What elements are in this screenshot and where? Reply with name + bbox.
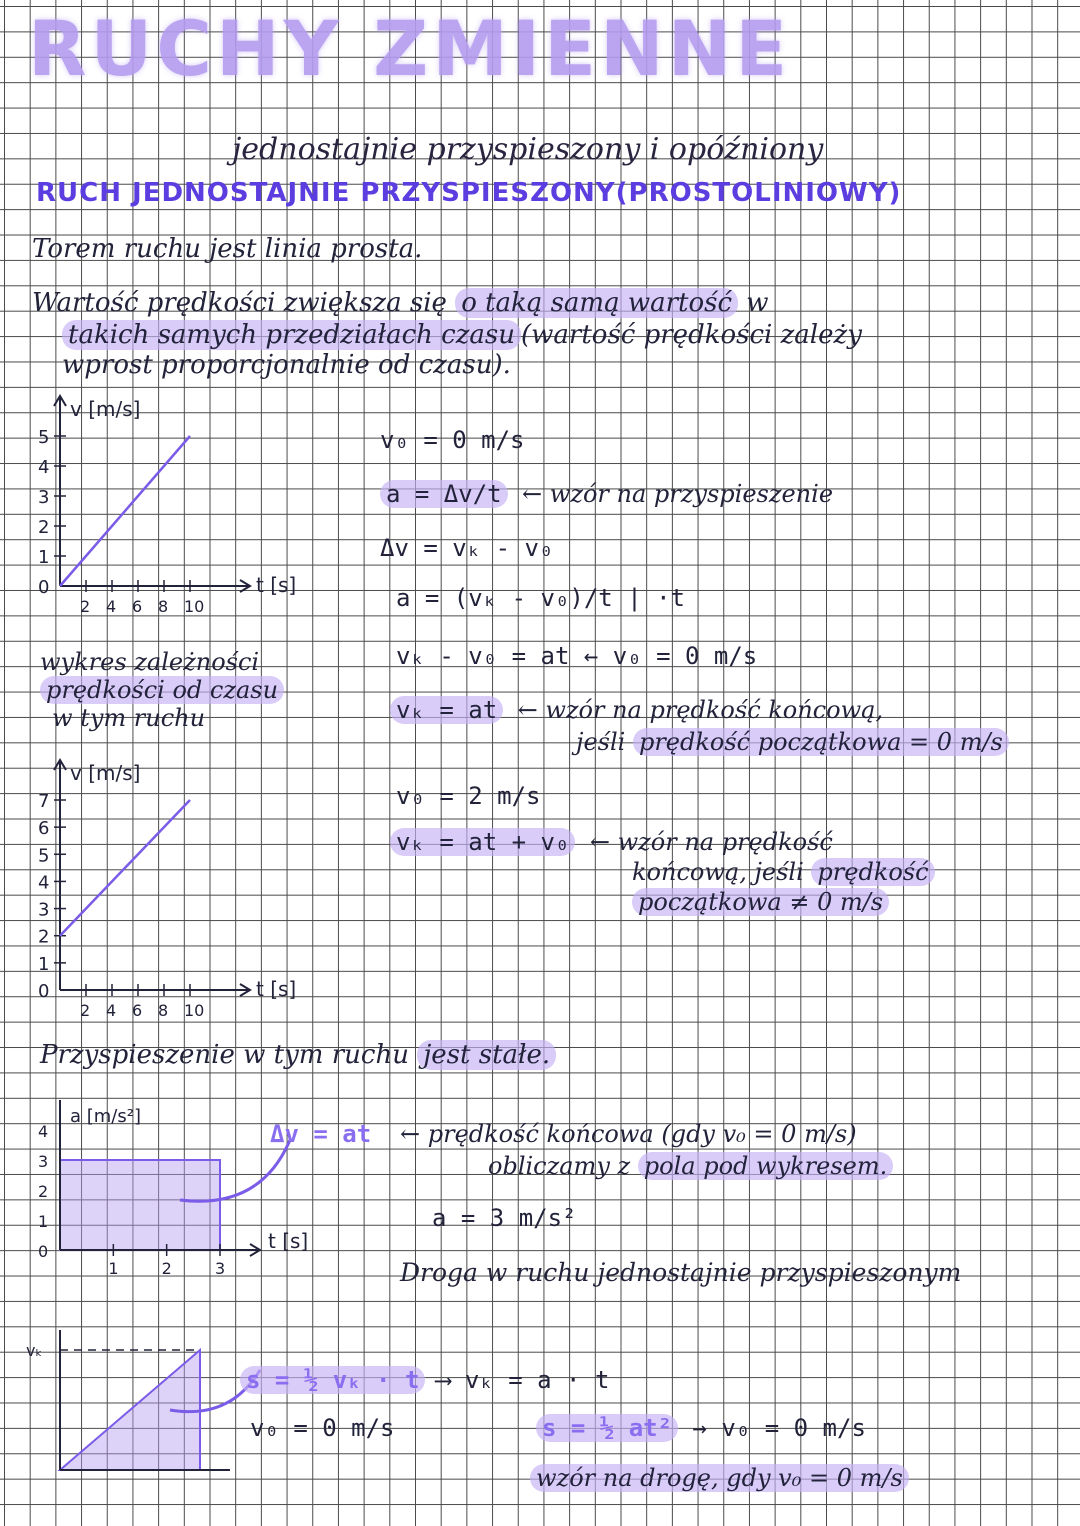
chart-velocity-time-1 <box>20 390 360 630</box>
road-note-hl: wzór na drogę, gdy v₀ = 0 m/s <box>530 1464 909 1492</box>
x-tick-label: 8 <box>158 1001 169 1020</box>
y-tick-label: 2 <box>38 1182 49 1201</box>
y-tick-label: 2 <box>38 517 50 538</box>
y-tick-label: 3 <box>38 1152 49 1171</box>
formula-vk-full-note2 <box>632 858 935 886</box>
page-title: RUCHY ZMIENNE <box>28 4 792 93</box>
formula-vk-full-note2a: końcową, jeśli <box>632 858 804 886</box>
x-tick-label: 8 <box>158 597 169 616</box>
y-tick-label: 5 <box>38 427 50 448</box>
formula-accel-row <box>380 480 833 508</box>
formula-vk-full-note2b: prędkość <box>811 858 934 886</box>
x-tick-label: 2 <box>161 1259 172 1278</box>
x-axis-label: t [s] <box>268 1229 309 1253</box>
y-tick-label: 6 <box>38 818 50 840</box>
intro-velocity-line1 <box>32 288 769 318</box>
y-tick-label: 5 <box>38 845 50 867</box>
formula-a-value: a = 3 m/s² <box>432 1204 577 1232</box>
y-tick-label: 1 <box>38 1212 49 1231</box>
formula-dv-at: Δv = at <box>270 1120 372 1148</box>
y-axis-label: vₖ <box>26 1341 43 1360</box>
area-under-curve <box>60 1160 220 1250</box>
intro-highlight-same-intervals: takich samych przedziałach czasu <box>62 320 521 350</box>
chart1-caption-highlight: prędkości od czasu <box>40 676 284 704</box>
intro-velocity-line3: wprost proporcjonalnie od czasu). <box>62 350 511 380</box>
y-tick-label: 3 <box>38 899 50 921</box>
formula-s-cond: → v₀ = 0 m/s <box>692 1414 866 1442</box>
y-tick-label: 3 <box>38 487 50 508</box>
x-tick-label: 6 <box>132 597 143 616</box>
x-tick-label: 10 <box>184 1001 205 1020</box>
accel-note1: ← prędkość końcowa (gdy v₀ = 0 m/s) <box>400 1120 857 1148</box>
x-tick-label: 1 <box>108 1259 119 1278</box>
formula-vk-full-note3 <box>632 888 889 916</box>
x-tick-label: 2 <box>80 597 91 616</box>
formula-vk-full-row <box>390 828 833 856</box>
accel-note2a: obliczamy z <box>488 1152 631 1180</box>
x-tick-label: 2 <box>80 1001 91 1020</box>
x-tick-label: 3 <box>215 1259 226 1278</box>
accel-title-a: Przyspieszenie w tym ruchu <box>40 1040 409 1070</box>
accel-title-b: jest stałe. <box>417 1040 556 1070</box>
series-line <box>60 800 190 936</box>
formula-vk-minus: vₖ - v₀ = at <box>396 642 570 670</box>
formula-accel-2: a = (vₖ - v₀)/t | ·t <box>396 584 685 612</box>
formula-s-row <box>536 1414 866 1442</box>
formula-vk-at-note1: ← wzór na prędkość końcową, <box>517 696 884 724</box>
subtitle: jednostajnie przyspieszony i opóźniony <box>232 132 824 167</box>
accel-note2b: pola pod wykresem. <box>638 1152 893 1180</box>
chart1-caption-line3: w tym ruchu <box>52 704 206 732</box>
formula-v0-zero: v₀ = 0 m/s <box>380 426 525 454</box>
formula-accel: a = Δv/t <box>380 480 508 508</box>
x-tick-label: 4 <box>106 597 117 616</box>
y-axis-label: v [m/s] <box>70 397 141 421</box>
y-axis-label: v [m/s] <box>70 761 141 785</box>
y-tick-label: 0 <box>38 577 50 598</box>
formula-vk-at-2: ⟶ vₖ = a · t <box>436 1366 610 1394</box>
y-tick-label: 4 <box>38 872 50 894</box>
accel-section-title <box>40 1040 556 1070</box>
formula-vk-at-row <box>390 696 883 724</box>
formula-vk-full-note1: ← wzór na prędkość <box>589 828 833 856</box>
formula-s-half <box>240 1366 425 1394</box>
y-tick-label: 7 <box>38 791 50 812</box>
y-tick-label: 4 <box>38 457 50 478</box>
formula-vk-at: vₖ = at <box>390 696 503 724</box>
intro-velocity-b: w <box>746 288 769 318</box>
formula-delta-v: Δv = vₖ - v₀ <box>380 534 554 562</box>
x-tick-label: 6 <box>132 1001 143 1020</box>
road-note <box>530 1464 909 1492</box>
formula-vk-full-note3-hl: początkowa ≠ 0 m/s <box>632 888 889 916</box>
intro-velocity-line2 <box>62 320 862 350</box>
x-tick-label: 4 <box>106 1001 117 1020</box>
series-line <box>60 436 190 586</box>
formula-vk-full: vₖ = at + v₀ <box>390 828 575 856</box>
y-tick-label: 1 <box>38 547 50 568</box>
y-tick-label: 0 <box>38 981 50 1002</box>
accel-note2 <box>488 1152 893 1180</box>
x-axis-label: t [s] <box>256 573 297 597</box>
formula-road-v0: v₀ = 0 m/s <box>250 1414 395 1442</box>
formula-accel-note: ← wzór na przyspieszenie <box>522 480 834 508</box>
y-axis-label: a [m/s²] <box>70 1106 141 1127</box>
y-tick-label: 2 <box>38 926 50 948</box>
x-tick-label: 10 <box>184 597 205 616</box>
y-tick-label: 0 <box>38 1242 49 1261</box>
x-axis-label: t [s] <box>256 977 297 1001</box>
road-title: Droga w ruchu jednostajnie przyspieszonym <box>400 1258 962 1287</box>
intro-velocity-c: (wartość prędkości zależy <box>521 320 862 350</box>
y-tick-label: 1 <box>38 953 50 975</box>
chart-velocity-time-2 <box>20 740 360 1030</box>
formula-vk-at-note2 <box>576 728 1009 756</box>
formula-vk-at-note2a: jeśli <box>576 728 626 756</box>
chart-road-area <box>20 1320 260 1510</box>
formula-v0-two: v₀ = 2 m/s <box>396 782 541 810</box>
formula-vk-at-note2b: prędkość początkowa = 0 m/s <box>633 728 1009 756</box>
intro-velocity-a: Wartość prędkości zwiększa się <box>32 288 447 318</box>
section-heading: RUCH JEDNOSTAJNIE PRZYSPIESZONY(PROSTOLINIOWY) <box>36 178 902 208</box>
chart1-caption-line2 <box>40 676 284 704</box>
formula-vk-minus-row <box>396 642 757 670</box>
y-tick-label: 4 <box>38 1122 49 1141</box>
formula-vk-minus-note: ← v₀ = 0 m/s <box>583 642 758 670</box>
formula-s: s = ½ at² <box>536 1414 678 1442</box>
formula-s-half-hl: s = ½ vₖ · t <box>240 1366 425 1394</box>
chart1-caption-line1: wykres zależności <box>40 648 260 676</box>
intro-track: Torem ruchu jest linia prosta. <box>32 234 423 264</box>
intro-highlight-same-value: o taką samą wartość <box>455 288 738 318</box>
